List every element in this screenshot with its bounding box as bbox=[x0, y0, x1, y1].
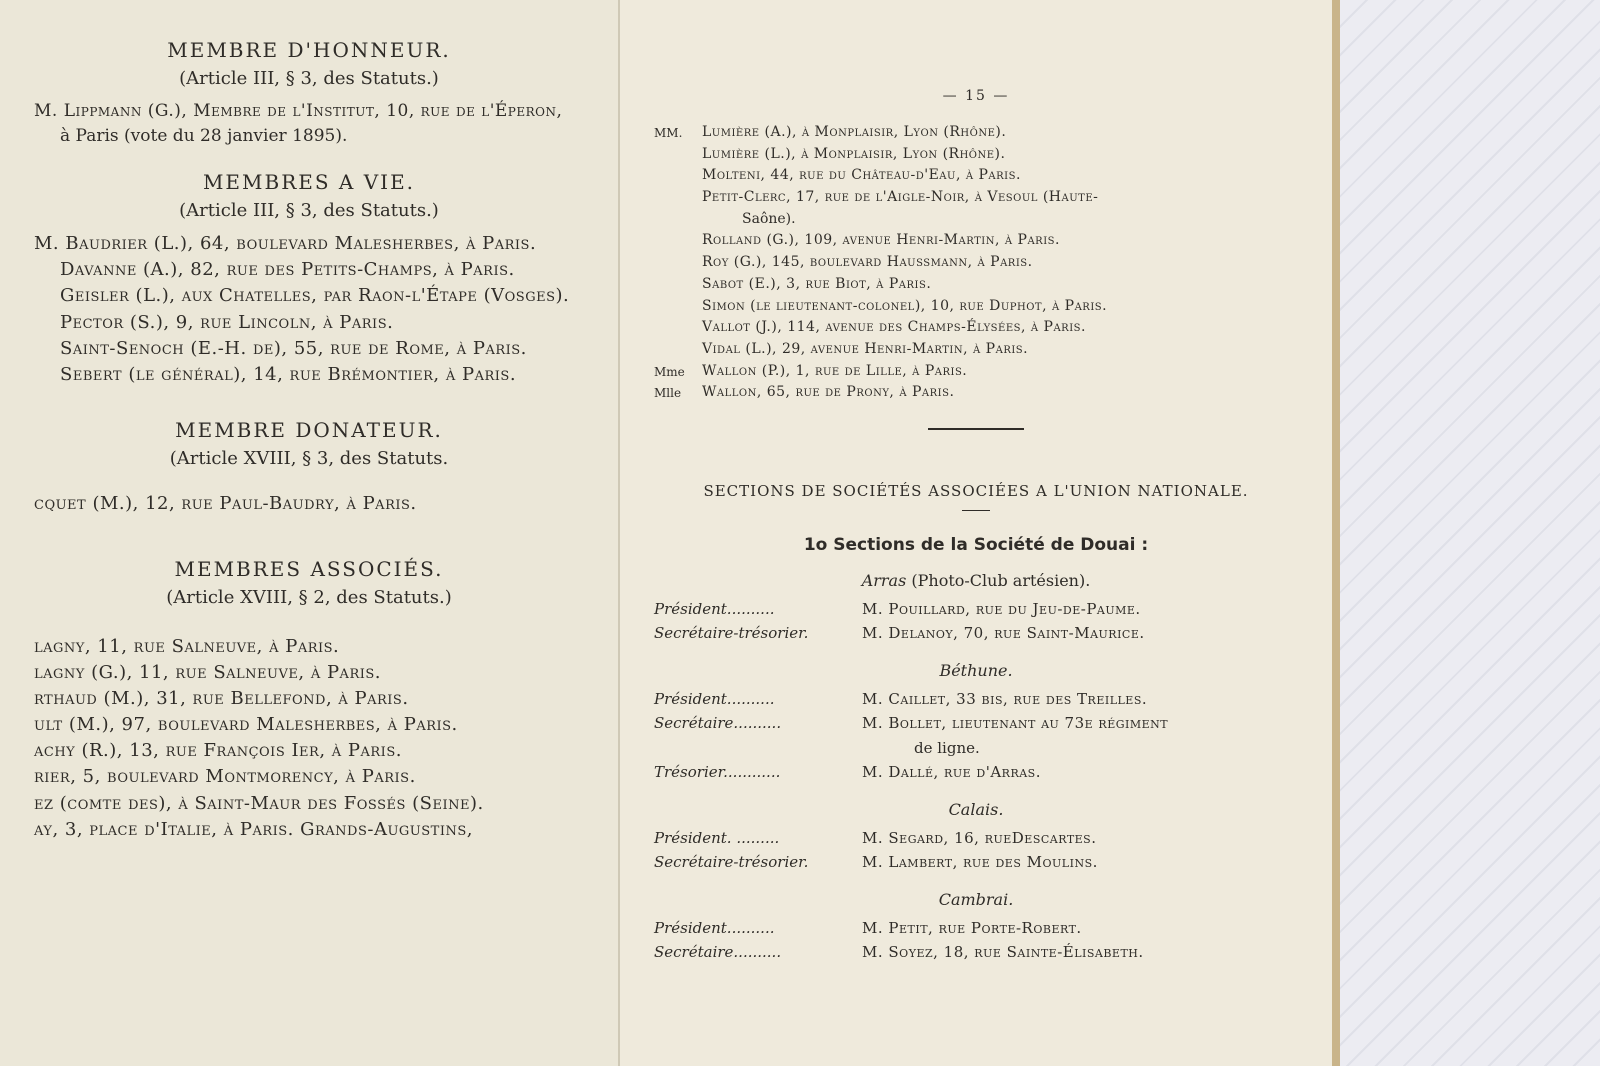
city-name: Calais. bbox=[948, 799, 1004, 819]
member-prefix bbox=[654, 296, 702, 318]
role-row bbox=[654, 827, 1298, 850]
short-divider bbox=[962, 510, 990, 511]
honor-article: (Article III, § 3, des Statuts.) bbox=[179, 68, 439, 89]
role-value: M. Bollet, lieutenant au 73e régiment bbox=[862, 714, 1169, 733]
member-prefix bbox=[654, 230, 702, 252]
city-name: Cambrai. bbox=[938, 889, 1014, 909]
member-prefix: Mme bbox=[654, 364, 685, 379]
member-prefix bbox=[654, 252, 702, 274]
life-list bbox=[34, 231, 584, 388]
member-text: Simon (le lieutenant-colonel), 10, rue Duphot, à Paris. bbox=[702, 297, 1108, 314]
member-text: Lumière (L.), à Monplaisir, Lyon (Rhône). bbox=[702, 145, 1006, 162]
role-value: M. Delanoy, 70, rue Saint-Maurice. bbox=[862, 624, 1145, 643]
role-row bbox=[654, 712, 1298, 735]
associate-entry: rier, 5, boulevard Montmorency, à Paris. bbox=[34, 766, 416, 788]
role-label: Président.......... bbox=[654, 918, 775, 937]
sections-title: SECTIONS DE SOCIÉTÉS ASSOCIÉES A L'UNION NATIONALE. bbox=[703, 481, 1249, 500]
associate-entry: ay, 3, place d'Italie, à Paris. Grands-Augustins, bbox=[34, 818, 473, 840]
city-arras bbox=[654, 571, 1298, 590]
role-label: Secrétaire.......... bbox=[654, 714, 782, 733]
member-text: Molteni, 44, rue du Château-d'Eau, à Paris. bbox=[702, 167, 1021, 184]
associate-entry: achy (R.), 13, rue François Ier, à Paris. bbox=[34, 740, 402, 762]
member-row bbox=[654, 144, 1298, 166]
role-label: Président.......... bbox=[654, 689, 775, 708]
life-entry: Pector (S.), 9, rue Lincoln, à Paris. bbox=[60, 311, 394, 333]
life-entry: Sebert (le général), 14, rue Brémontier, à Paris. bbox=[60, 363, 517, 385]
life-entry: Saint-Senoch (E.-H. de), 55, rue de Rome, à Paris. bbox=[60, 337, 527, 359]
role-value: M. Soyez, 18, rue Sainte-Élisabeth. bbox=[862, 943, 1144, 962]
city-name: Béthune. bbox=[939, 660, 1013, 680]
city-calais bbox=[654, 800, 1298, 819]
role-label: Secrétaire-trésorier. bbox=[654, 624, 809, 643]
honor-entry-line-1: M. Lippmann (G.), Membre de l'Institut, 10, rue de l'Éperon, bbox=[34, 101, 563, 121]
associate-entry: ult (M.), 97, boulevard Malesherbes, à Paris. bbox=[34, 714, 458, 736]
member-text: Wallon, 65, rue de Prony, à Paris. bbox=[702, 384, 955, 401]
role-row bbox=[654, 851, 1298, 874]
role-label: Président. ......... bbox=[654, 828, 780, 847]
role-value: M. Caillet, 33 bis, rue des Treilles. bbox=[862, 689, 1148, 708]
member-text: Vidal (L.), 29, avenue Henri-Martin, à Paris. bbox=[702, 340, 1029, 357]
member-row bbox=[654, 187, 1298, 209]
life-title: MEMBRES A VIE. bbox=[202, 170, 416, 195]
role-value: M. Petit, rue Porte-Robert. bbox=[862, 918, 1082, 937]
role-row bbox=[654, 941, 1298, 964]
donor-article: (Article XVIII, § 3, des Statuts. bbox=[169, 447, 449, 469]
life-entry: Geisler (L.), aux Chatelles, par Raon-l'Étape (Vosges). bbox=[60, 285, 570, 307]
member-row bbox=[654, 296, 1298, 318]
member-row bbox=[654, 317, 1298, 339]
role-row bbox=[654, 761, 1298, 784]
member-prefix bbox=[654, 165, 702, 187]
donor-entry: cquet (M.), 12, rue Paul-Baudry, à Paris. bbox=[34, 492, 417, 514]
role-row bbox=[654, 598, 1298, 621]
member-prefix bbox=[654, 274, 702, 296]
member-row bbox=[654, 252, 1298, 274]
associates-list bbox=[34, 634, 584, 843]
member-row bbox=[654, 122, 1298, 144]
section-divider bbox=[928, 428, 1024, 430]
member-prefix bbox=[654, 187, 702, 209]
member-text: Roy (G.), 145, boulevard Haussmann, à Paris. bbox=[702, 254, 1033, 271]
member-text: Saône). bbox=[742, 210, 796, 227]
member-prefix: MM. bbox=[654, 126, 683, 140]
right-page bbox=[620, 0, 1340, 1066]
member-row bbox=[654, 230, 1298, 252]
role-value: M. Lambert, rue des Moulins. bbox=[862, 853, 1098, 872]
role-value: de ligne. bbox=[914, 738, 980, 757]
role-value: M. Pouillard, rue du Jeu-de-Paume. bbox=[862, 599, 1141, 618]
associate-entry: lagny, 11, rue Salneuve, à Paris. bbox=[34, 635, 340, 657]
city-name: Arras bbox=[861, 570, 907, 590]
honor-title: MEMBRE D'HONNEUR. bbox=[167, 38, 451, 62]
role-value: M. Segard, 16, rueDescartes. bbox=[862, 828, 1097, 847]
member-row bbox=[654, 209, 1298, 231]
associates-title: MEMBRES ASSOCIÉS. bbox=[174, 556, 444, 581]
member-row bbox=[654, 382, 1298, 404]
role-label: Président.......... bbox=[654, 599, 775, 618]
fabric-background bbox=[1340, 0, 1600, 1066]
associates-article: (Article XVIII, § 2, des Statuts.) bbox=[166, 586, 452, 608]
society-title: 1o Sections de la Société de Douai : bbox=[803, 534, 1149, 555]
member-row bbox=[654, 274, 1298, 296]
life-article: (Article III, § 3, des Statuts.) bbox=[179, 200, 439, 222]
city-cambrai bbox=[654, 890, 1298, 909]
associate-entry: ez (comte des), à Saint-Maur des Fossés (Seine). bbox=[34, 792, 484, 814]
city-bethune bbox=[654, 661, 1298, 680]
associate-entry: rthaud (M.), 31, rue Bellefond, à Paris. bbox=[34, 688, 409, 710]
role-continuation bbox=[654, 737, 1298, 760]
role-row bbox=[654, 688, 1298, 711]
member-prefix bbox=[654, 209, 702, 231]
role-label: Secrétaire-trésorier. bbox=[654, 853, 809, 872]
honor-entry-line-2: à Paris (vote du 28 janvier 1895). bbox=[60, 125, 348, 146]
associate-entry: lagny (G.), 11, rue Salneuve, à Paris. bbox=[34, 662, 381, 684]
life-entry: M. Baudrier (L.), 64, boulevard Malesherbes, à Paris. bbox=[34, 233, 537, 255]
member-prefix bbox=[654, 339, 702, 361]
member-prefix: Mlle bbox=[654, 386, 682, 401]
role-label: Trésorier............ bbox=[654, 763, 781, 782]
life-entry: Davanne (A.), 82, rue des Petits-Champs, à Paris. bbox=[60, 259, 515, 281]
member-row bbox=[654, 339, 1298, 361]
member-row bbox=[654, 165, 1298, 187]
role-row bbox=[654, 917, 1298, 940]
member-text: Petit-Clerc, 17, rue de l'Aigle-Noir, à Vesoul (Haute- bbox=[702, 189, 1099, 206]
member-text: Wallon (P.), 1, rue de Lille, à Paris. bbox=[702, 362, 968, 379]
page-number: — 15 — bbox=[942, 88, 1010, 104]
club-name: (Photo-Club artésien). bbox=[911, 570, 1091, 590]
left-page bbox=[0, 0, 620, 1066]
role-label: Secrétaire.......... bbox=[654, 943, 782, 962]
member-prefix bbox=[654, 317, 702, 339]
member-text: Lumière (A.), à Monplaisir, Lyon (Rhône). bbox=[702, 124, 1007, 140]
member-prefix bbox=[654, 144, 702, 166]
donor-title: MEMBRE DONATEUR. bbox=[175, 417, 443, 442]
member-text: Rolland (G.), 109, avenue Henri-Martin, à Paris. bbox=[702, 232, 1060, 249]
members-list bbox=[654, 122, 1298, 404]
member-row bbox=[654, 361, 1298, 383]
member-text: Sabot (E.), 3, rue Biot, à Paris. bbox=[702, 275, 932, 292]
role-value: M. Dallé, rue d'Arras. bbox=[862, 763, 1041, 782]
role-row bbox=[654, 622, 1298, 645]
member-text: Vallot (J.), 114, avenue des Champs-Élysées, à Paris. bbox=[702, 319, 1086, 336]
